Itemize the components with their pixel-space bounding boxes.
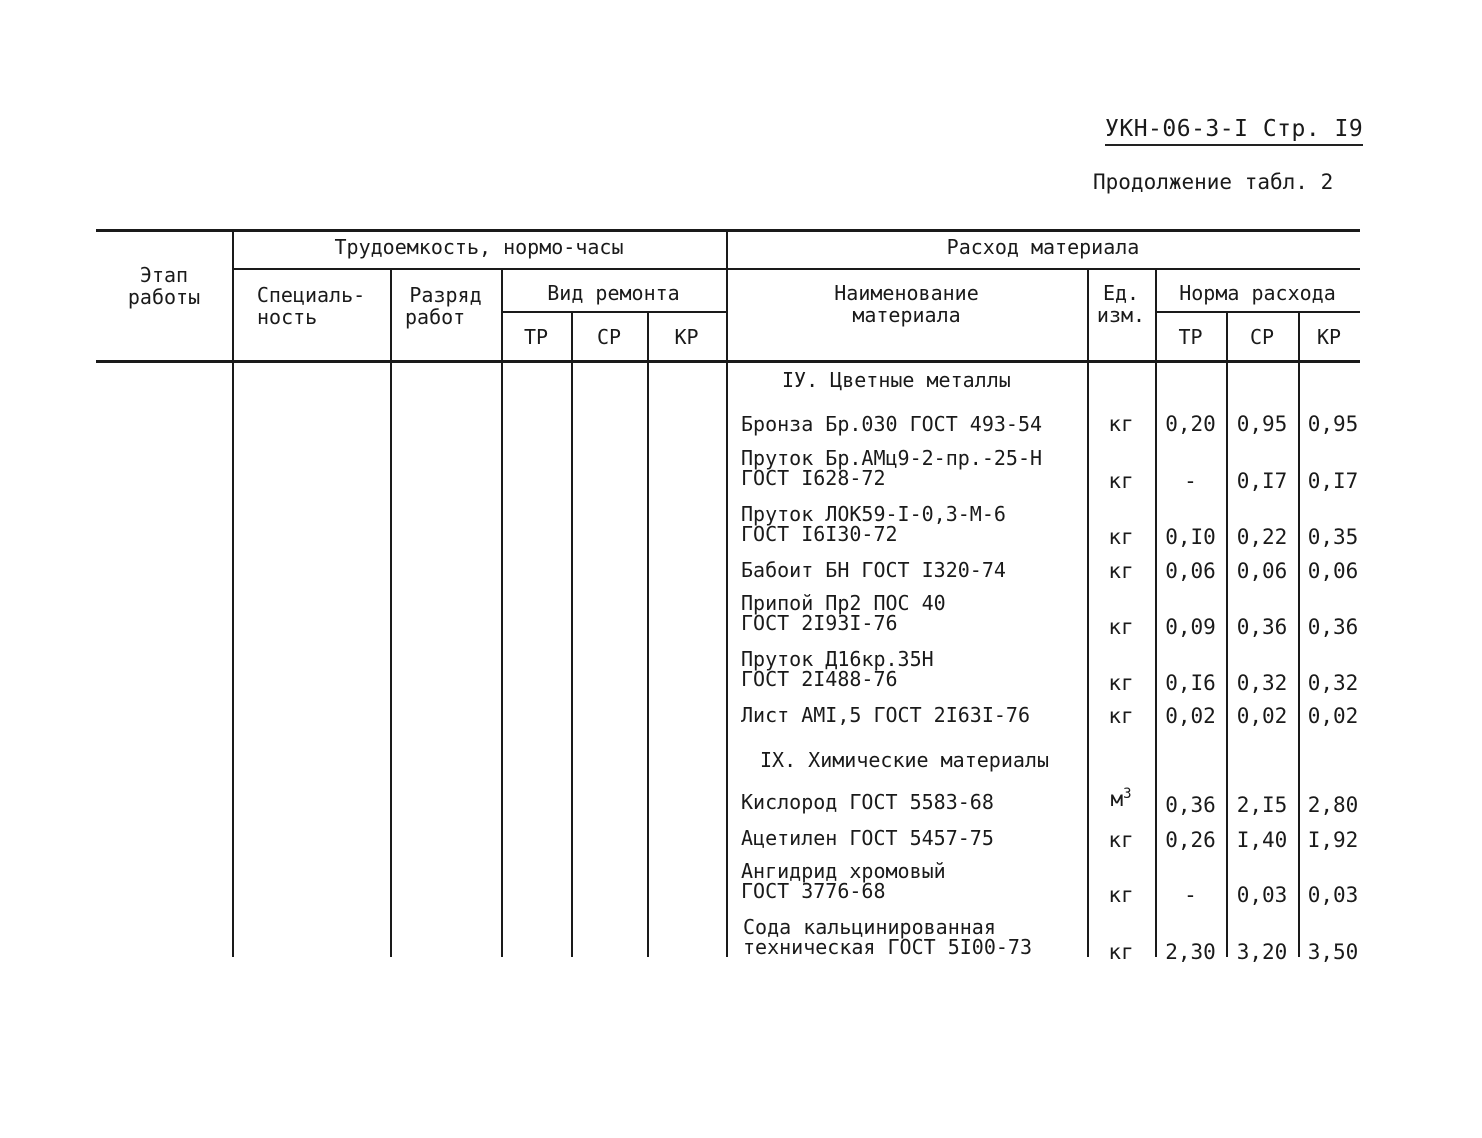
material-name: Пруток ЛОК59-I-0,3-М-6 ГОСТ I6I30-72: [741, 502, 1006, 546]
norm-tr-value: 0,20: [1165, 412, 1216, 436]
unit: кг: [1108, 412, 1134, 436]
col-divider-specialty: [390, 268, 392, 957]
header-norm-kr: КР: [1316, 325, 1342, 349]
header-norm: Норма расхода: [1179, 281, 1336, 305]
material-name: Лист АМI,5 ГОСТ 2I63I-76: [741, 703, 1030, 727]
table-continuation-label: Продолжение табл. 2: [1093, 170, 1334, 194]
material-name: Пруток Д16кр.35Н ГОСТ 2I488-76: [741, 647, 934, 691]
norm-sr-value: 0,I7: [1236, 469, 1288, 493]
norm-kr-value: 2,80: [1307, 793, 1359, 817]
norm-kr-value: 0,32: [1307, 671, 1359, 695]
col-divider-unit: [1155, 268, 1157, 957]
material-name: Припой Пр2 ПОС 40 ГОСТ 2I93I-76: [741, 591, 946, 635]
norm-sr-value: 0,95: [1236, 412, 1288, 436]
norm-sr-value: 0,32: [1236, 671, 1288, 695]
col-divider-labor-end: [726, 229, 728, 957]
norm-tr-value: 0,36: [1165, 793, 1216, 817]
norm-sr-value: 0,36: [1236, 615, 1288, 639]
norm-sr-value: 0,02: [1236, 704, 1288, 728]
header-labor-sr: СР: [596, 325, 622, 349]
norm-sr-value: 0,03: [1236, 883, 1288, 907]
col-divider-labor-tr: [571, 311, 573, 957]
header-labor: Трудоемкость, нормо-часы: [334, 235, 624, 259]
header-bottom-rule: [96, 360, 1360, 363]
norm-kr-value: 0,95: [1307, 412, 1359, 436]
norm-tr-value: 2,30: [1165, 940, 1216, 964]
norm-tr-value: -: [1184, 883, 1197, 907]
norm-sr-value: 0,06: [1236, 559, 1288, 583]
norm-tr-value: 0,I6: [1165, 671, 1216, 695]
header-material-consumption: Расход материала: [946, 235, 1140, 259]
header-grade: Разряд работ: [405, 283, 482, 329]
unit: кг: [1108, 828, 1134, 852]
unit: кг: [1108, 883, 1134, 907]
norm-kr-value: 0,35: [1307, 525, 1359, 549]
unit: $м^3$: [1110, 786, 1132, 811]
norm-sr-value: 0,22: [1236, 525, 1288, 549]
norm-kr-value: 3,50: [1307, 940, 1359, 964]
col-divider-labor-sr: [647, 311, 649, 957]
unit: кг: [1108, 704, 1134, 728]
material-name: Пруток Бр.АМц9-2-пр.-25-Н ГОСТ I628-72: [741, 446, 1043, 490]
norm-kr-value: 0,03: [1307, 883, 1359, 907]
col-divider-material-name: [1087, 268, 1089, 957]
material-name: Бронза Бр.030 ГОСТ 493-54: [741, 412, 1043, 436]
norm-sr-value: 3,20: [1236, 940, 1288, 964]
page-reference: УКН-06-3-I Стр. I9: [1105, 116, 1363, 146]
norm-underline: [1155, 311, 1360, 313]
norm-tr-value: 0,02: [1165, 704, 1216, 728]
header-unit: Ед. изм.: [1096, 281, 1146, 327]
unit: кг: [1108, 615, 1134, 639]
norm-kr-value: 0,06: [1307, 559, 1359, 583]
norm-kr-value: 0,I7: [1307, 469, 1359, 493]
norm-sr-value: 2,I5: [1236, 793, 1288, 817]
labor-header-underline: [232, 268, 726, 270]
material-name: Бабоит БН ГОСТ I320-74: [741, 558, 1006, 582]
norm-tr-value: 0,26: [1165, 828, 1216, 852]
unit: кг: [1108, 559, 1134, 583]
norm-tr-value: -: [1184, 469, 1197, 493]
header-norm-sr: СР: [1249, 325, 1275, 349]
material-name: Кислород ГОСТ 5583-68: [741, 790, 994, 814]
norm-kr-value: 0,02: [1307, 704, 1359, 728]
unit: кг: [1108, 671, 1134, 695]
header-material-name: Наименование материала: [834, 281, 979, 327]
unit: кг: [1108, 469, 1134, 493]
material-header-underline: [726, 268, 1360, 270]
section-title-nonferrous: IУ. Цветные металлы: [782, 368, 1011, 392]
header-labor-kr: КР: [674, 325, 699, 349]
unit: кг: [1108, 525, 1134, 549]
material-name: Ацетилен ГОСТ 5457-75: [741, 826, 994, 850]
header-norm-tr: ТР: [1178, 325, 1203, 349]
material-name: Сода кальцинированная техническая ГОСТ 5I00-73: [743, 915, 1032, 959]
header-labor-tr: ТР: [523, 325, 549, 349]
norm-kr-value: 0,36: [1307, 615, 1359, 639]
norm-sr-value: I,40: [1236, 828, 1288, 852]
norm-tr-value: 0,09: [1165, 615, 1216, 639]
header-stage: Этап работы: [127, 263, 201, 309]
material-name: Ангидрид хромовый ГОСТ 3776-68: [741, 859, 946, 903]
norm-tr-value: 0,06: [1165, 559, 1216, 583]
repair-type-underline: [501, 311, 726, 313]
table-top-rule: [96, 229, 1360, 232]
header-specialty: Специаль- ность: [256, 283, 366, 329]
col-divider-grade: [501, 268, 503, 957]
unit: кг: [1108, 940, 1134, 964]
col-divider-stage: [232, 229, 234, 957]
norm-tr-value: 0,I0: [1165, 525, 1216, 549]
section-title-chemical: IX. Химические материалы: [760, 748, 1049, 772]
norm-kr-value: I,92: [1307, 828, 1359, 852]
header-repair-type: Вид ремонта: [547, 281, 680, 305]
